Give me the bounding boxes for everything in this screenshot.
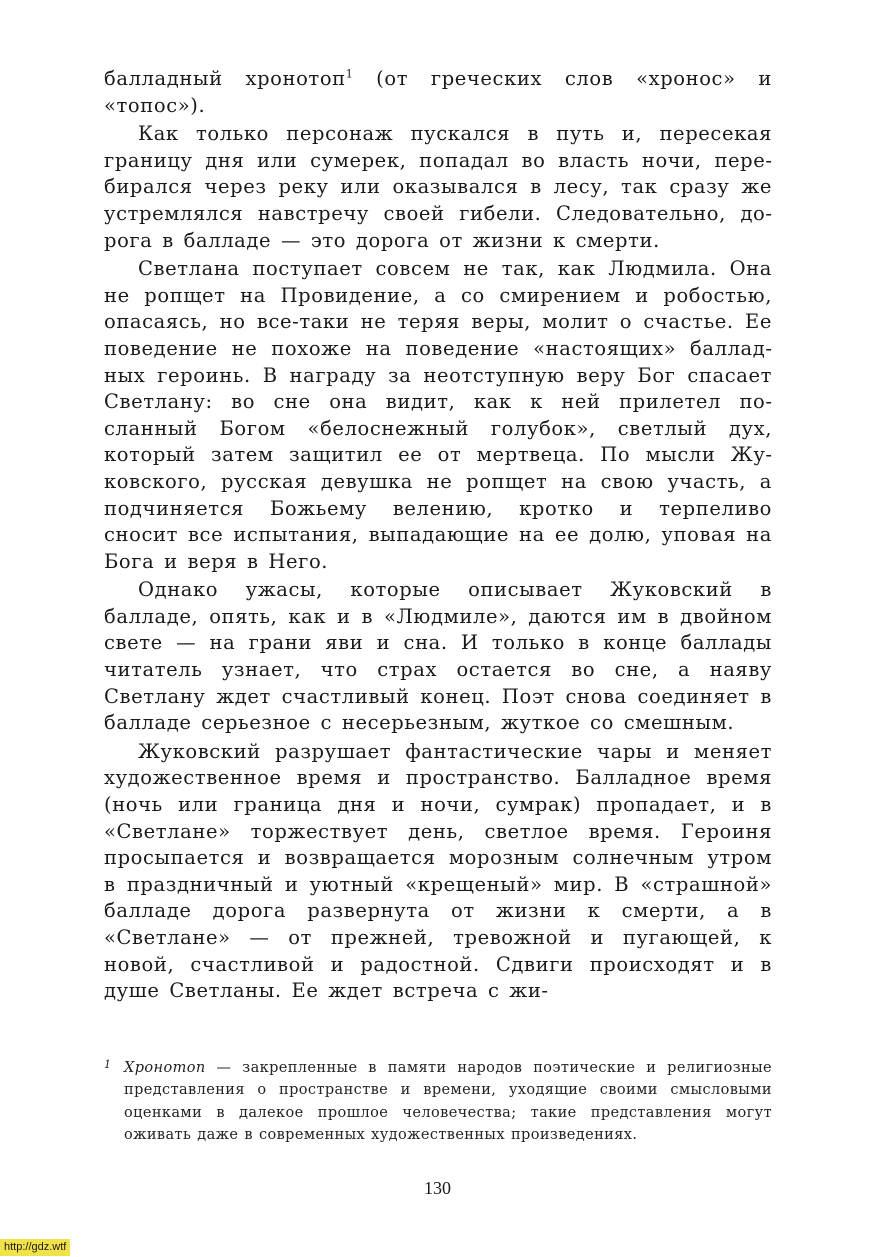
- paragraph-1-text-continued: (от греческих слов «хронос» и «топос»).: [104, 67, 772, 117]
- footnote-marker: 1: [104, 1058, 112, 1071]
- paragraph-5: Жуковский разрушает фантастические чары и меняет художественное время и пространство. Балладное время (ночь или граница дня и ночи, сумрак) пропадает, и в «Светлане» торжествует день, светлое время. Героиня просыпается и возвращается морозным солнечным утром в праздничный и уютный «крещеный» мир. В «страшной» балладе дорога развернута от жизни к смерти, а в «Светлане» — от прежней, тревожной и пугающей, к новой, счастливой и радостной. Сдвиги происходят и в душе Светланы. Ее ждет встреча с жи-: [104, 739, 772, 1003]
- page-number: 130: [424, 1178, 451, 1198]
- footnote-entry: [104, 1054, 772, 1147]
- paragraph-4: Однако ужасы, которые описывает Жуковский в балладе, опять, как и в «Людмиле», даются им в двойном свете — на грани яви и сна. И только в конце баллады читатель узнает, что страх остается во сне, а наяву Светлану ждет счастливый конец. Поэт снова соединяет в балладе серьезное с несерьезным, жуткое со смешным.: [104, 578, 772, 735]
- paragraph-2: Как только персонаж пускался в путь и, пересекая границу дня или сумерек, попадал во власть ночи, перебирался через реку или оказывался в лесу, так сразу же устремлялся навстречу своей гибели. Следовательно, дорога в балладе — это дорога от жизни к смерти.: [104, 122, 772, 252]
- main-text: [104, 66, 772, 1005]
- watermark-link[interactable]: http://gdz.wtf: [0, 1239, 70, 1256]
- footnote-text: — закрепленные в памяти народов поэтические и религиозные представления о пространстве и времени, уходящие своими смысловыми оценками в далекое прошлое человечества; такие представления могут оживать даже в современных художественных произведениях.: [124, 1060, 772, 1144]
- footnote: [104, 1054, 772, 1147]
- footnote-reference[interactable]: 1: [345, 67, 354, 81]
- page-body: [104, 66, 772, 1007]
- paragraph-1-text: балладный хронотоп: [104, 67, 346, 90]
- paragraph-3: Светлана поступает совсем не так, как Людмила. Она не ропщет на Провидение, а со смирением и робостью, опасаясь, но все-таки не теряя веры, молит о счастье. Ее поведение не похоже на поведение «настоящих» балладных героинь. В награду за неотступную веру Бог спасает Светлану: во сне она видит, как к ней прилетел посланный Богом «белоснежный голубок», светлый дух, который затем защитил ее от мертвеца. По мысли Жуковского, русская девушка не ропщет на свою участь, а подчиняется Божьему велению, кротко и терпеливо сносит все испытания, выпадающие на ее долю, уповая на Бога и веря в Него.: [104, 257, 772, 573]
- paragraph-1: [104, 66, 772, 119]
- footnote-term: Хронотоп: [124, 1060, 206, 1076]
